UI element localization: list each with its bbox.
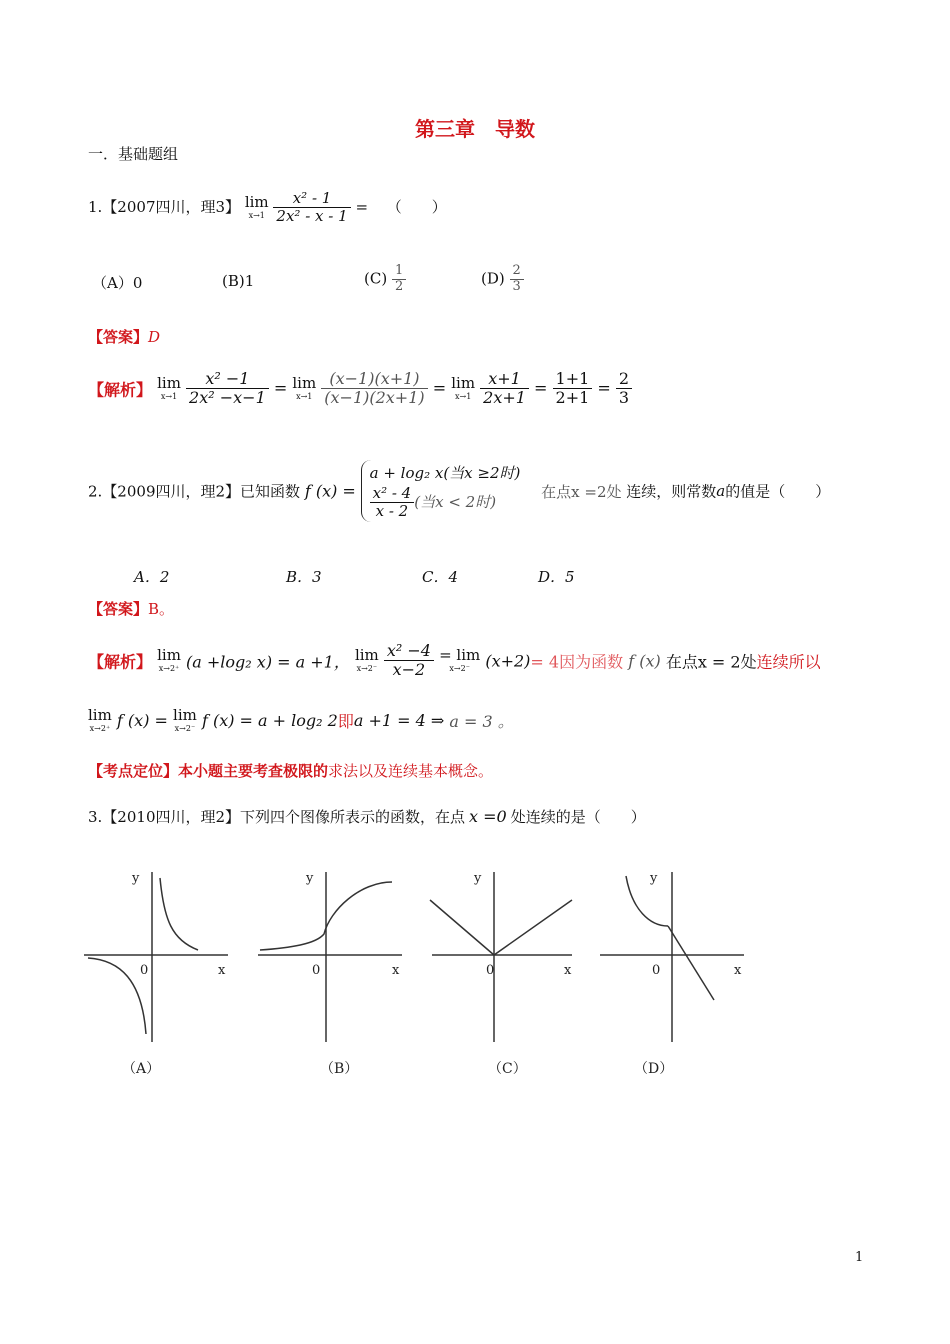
- q1-prefix: 1.【2007四川，理3】: [88, 197, 241, 216]
- q2-option-c: C．4: [422, 568, 459, 586]
- q2-answer: 【答案】B。: [88, 600, 175, 618]
- graph-b-x-label: x: [392, 963, 400, 978]
- graph-c-x-label: x: [564, 963, 572, 978]
- section-heading: 一．基础题组: [88, 145, 179, 163]
- q2-option-d: D．5: [538, 568, 575, 586]
- q1-lim: lim x→1: [244, 193, 269, 221]
- q1-option-d: (D) $\frac{2}{3}$: [481, 264, 524, 295]
- graph-d-y-label: y: [650, 871, 658, 886]
- graph-d: [596, 860, 756, 1050]
- graph-a-origin: 0: [140, 963, 149, 978]
- graph-a-x-label: x: [218, 963, 226, 978]
- page-number: 1: [855, 1250, 864, 1265]
- q1-option-b: (B)1: [222, 272, 255, 290]
- graph-b-y-label: y: [306, 871, 314, 886]
- graph-a-caption: （A）: [122, 1061, 161, 1077]
- q1-analysis: 【解析】 lim x→1 $\frac{\text{x² −1}}{\text{2x² −x−1}}$ = lim x→1 $\frac{(x-1)(x+1)}{(x-1)(2x+1)}$ = lim x→1 $\frac{x+1}{2x+1}$ = $\frac{1+1}{2+1}$ = $\frac{2}{3}$: [88, 370, 632, 408]
- q2-option-a: A．2: [134, 568, 170, 586]
- graph-b: [250, 860, 410, 1050]
- q1-equals: =: [355, 197, 369, 216]
- q1-option-a: （A）0: [92, 274, 143, 292]
- q1-answer: 【答案】D: [88, 328, 161, 346]
- q3-stem: 3.【2010四川，理2】下列四个图像所表示的函数，在点 x =0 处连续的是（ ）: [88, 807, 646, 826]
- graph-a-y-label: y: [132, 871, 140, 886]
- graph-b-origin: 0: [312, 963, 321, 978]
- graph-d-caption: （D）: [634, 1061, 674, 1077]
- graph-c: [424, 860, 584, 1050]
- q2-keypoint: 【考点定位】本小题主要考查极限的求法以及连续基本概念。: [88, 762, 494, 780]
- graph-d-origin: 0: [652, 963, 661, 978]
- graph-b-caption: （B）: [320, 1061, 359, 1077]
- q2-analysis-line2: lim x→2⁺ f (x) = lim x→2⁻ f (x) = a + log₂ 2即a +1 = 4 ⇒ a = 3 。: [88, 706, 514, 733]
- q1-fraction: $\frac{\text{x² - 1}}{\text{2x² - x - 1}}$: [273, 190, 350, 226]
- graph-c-y-label: y: [474, 871, 482, 886]
- q2-stem: 2.【2009四川，理2】已知函数 f (x) = a + log₂ x(当x ≥2时) $\frac{\text{x² - 4}}{x - 2}$ (当x < 2时) 在点x =2处 连续，则常数a的值是（ ）: [88, 460, 830, 522]
- graph-a: [80, 860, 240, 1050]
- q1-stem: [88, 190, 447, 226]
- q2-analysis-line1: 【解析】 lim x→2⁺ (a +log₂ x) = a +1， lim x→2⁻ $\frac{\text{x² −4}}{x-2}$ = lim x→2⁻ (x+2)= 4因为函数 f (x) 在点x = 2处连续所以: [88, 641, 821, 680]
- q1-blank: （ ）: [386, 197, 447, 216]
- q1-option-c: (C) $\frac{1}{2}$: [364, 264, 406, 295]
- graph-c-origin: 0: [486, 963, 495, 978]
- page-title: 第三章 导数: [415, 117, 535, 141]
- q2-option-b: B．3: [286, 568, 322, 586]
- graph-c-caption: （C）: [488, 1061, 527, 1077]
- graph-d-x-label: x: [734, 963, 742, 978]
